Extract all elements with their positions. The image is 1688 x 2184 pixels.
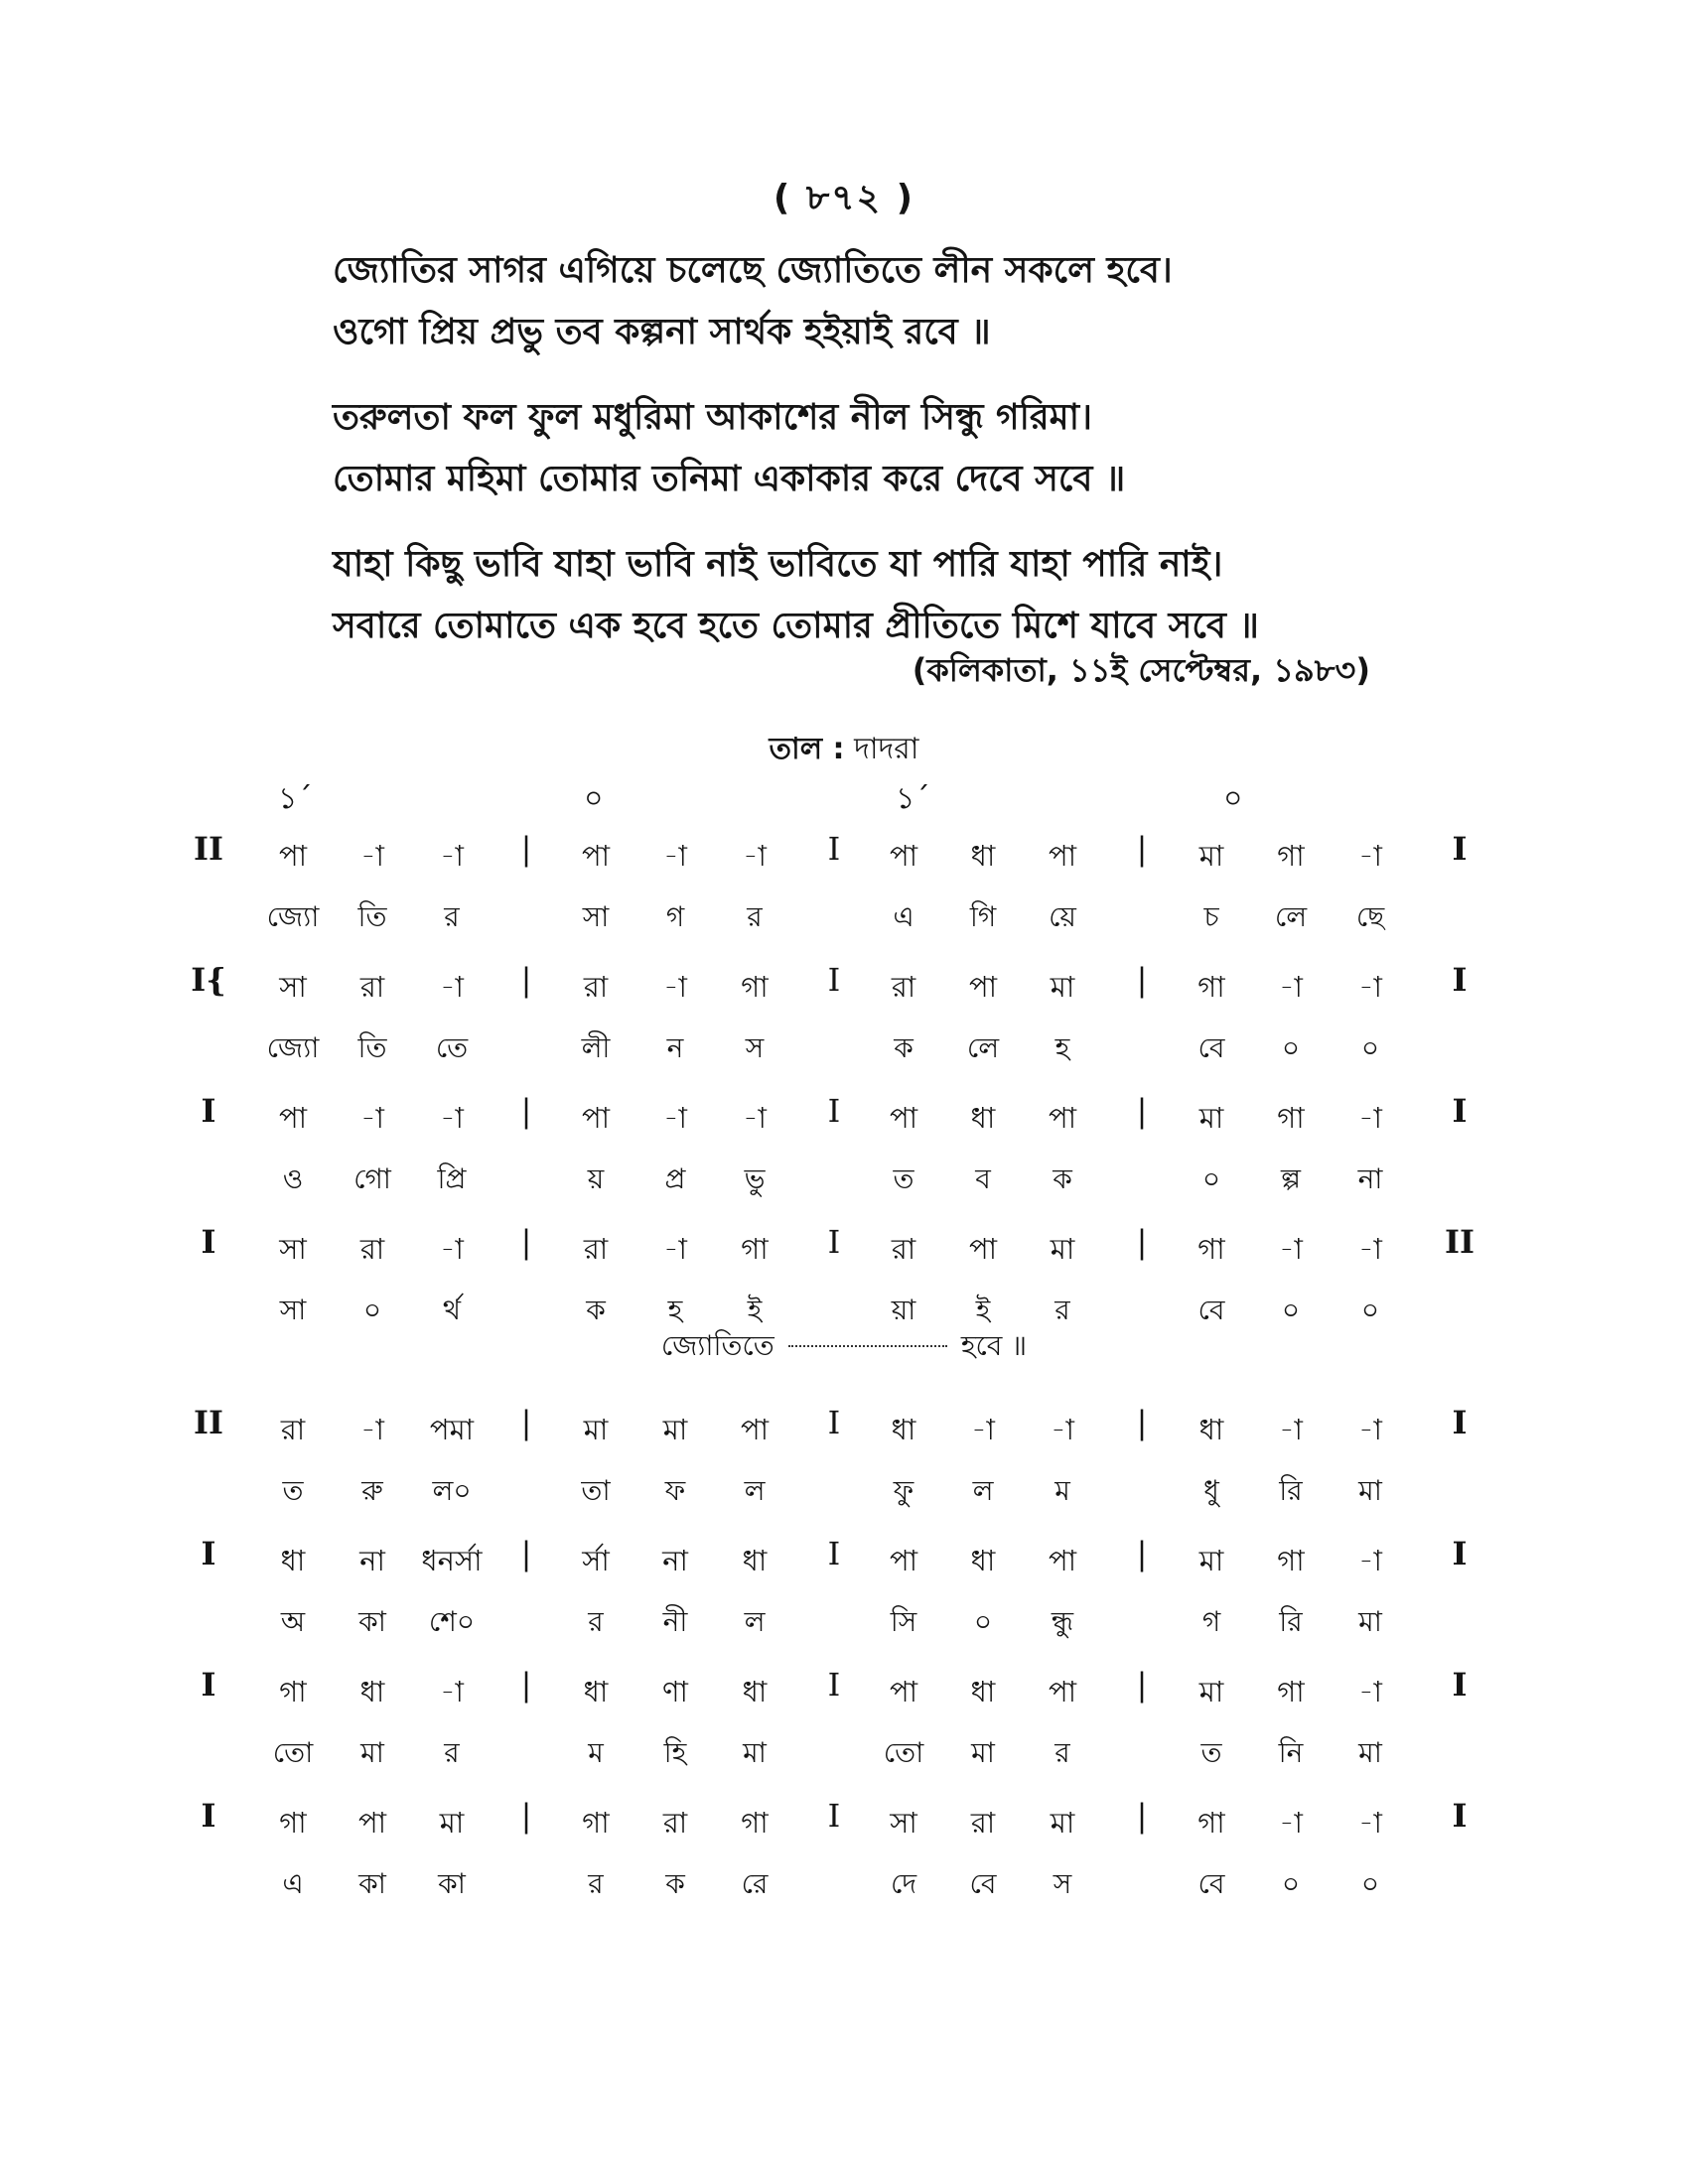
lyric-syllable: ০ — [1201, 1162, 1221, 1195]
swara-note: পা — [581, 1101, 611, 1135]
bar-divider: | — [520, 1797, 532, 1835]
refrain-end: হবে ॥ — [960, 1329, 1028, 1362]
swara-note: গা — [279, 1675, 307, 1708]
lyric-syllable: ত — [1200, 1736, 1222, 1769]
verse-line: তোমার মহিমা তোমার তনিমা একাকার করে দেবে সবে ॥ — [333, 459, 1126, 499]
swara-note: -া — [440, 1675, 464, 1708]
swara-note: গা — [741, 1806, 769, 1840]
lyric-syllable: মা — [1358, 1474, 1382, 1507]
swara-note: না — [662, 1544, 688, 1577]
lyric-syllable: নি — [1278, 1736, 1304, 1769]
swara-note: রা — [891, 970, 916, 1004]
bar-divider: I — [827, 1797, 841, 1835]
swara-note: ধনর্সা — [421, 1544, 483, 1577]
lyric-syllable: গো — [353, 1162, 391, 1195]
swara-note: পা — [278, 1101, 308, 1135]
swara-note: -া — [360, 1101, 384, 1135]
beat-mark: ১´ — [896, 781, 930, 816]
lyric-syllable: সি — [890, 1605, 917, 1638]
lyric-syllable: হ — [1055, 1031, 1070, 1064]
swara-row — [0, 824, 1688, 884]
lyric-syllable: রু — [361, 1474, 383, 1507]
swara-note: গা — [1277, 839, 1305, 873]
lyric-syllable: এ — [893, 900, 914, 933]
bar-line-close: I — [1452, 1092, 1468, 1130]
lyric-syllable: লী — [581, 1031, 611, 1064]
stanza-3 — [333, 534, 1455, 657]
lyric-syllable: স — [745, 1031, 765, 1064]
bar-line-close: I — [1452, 1404, 1468, 1441]
lyric-row — [0, 1459, 1688, 1519]
bar-line-open: I — [201, 1092, 216, 1130]
lyric-syllable: ক — [894, 1031, 914, 1064]
bar-divider: | — [1136, 830, 1148, 868]
beat-mark: ০ — [584, 781, 604, 816]
swara-note: রা — [662, 1806, 688, 1840]
swara-note: ধা — [970, 1101, 996, 1135]
swara-note: -া — [1279, 1413, 1303, 1446]
bar-divider: | — [520, 1666, 532, 1704]
poem — [333, 240, 1455, 681]
lyric-syllable: রি — [1279, 1605, 1303, 1638]
swara-note: সা — [890, 1806, 917, 1840]
swara-note: মা — [1198, 1675, 1224, 1708]
beat-marks — [0, 774, 1688, 824]
lyric-syllable: র্থ — [442, 1294, 462, 1326]
lyric-row — [0, 1148, 1688, 1207]
lyric-syllable: ল — [972, 1474, 994, 1507]
swara-note: গা — [1277, 1544, 1305, 1577]
swara-note: গা — [741, 970, 769, 1004]
bar-divider: I — [827, 961, 841, 999]
lyric-syllable: ফু — [893, 1474, 914, 1507]
lyric-syllable: ধু — [1203, 1474, 1219, 1507]
swara-note: পা — [1048, 839, 1077, 873]
swara-note: গা — [1197, 970, 1225, 1004]
lyric-syllable: স — [1053, 1867, 1072, 1900]
lyric-syllable: গ — [1201, 1605, 1221, 1638]
lyric-syllable: ত — [893, 1162, 914, 1195]
lyric-row — [0, 1017, 1688, 1076]
swara-note: ধা — [891, 1413, 916, 1446]
swara-note: রা — [359, 1232, 385, 1266]
swara-row — [0, 1791, 1688, 1850]
swara-note: পা — [357, 1806, 387, 1840]
swara-note: -া — [971, 1413, 995, 1446]
verse-line: ওগো প্রিয় প্রভু তব কল্পনা সার্থক হইয়াই রবে ॥ — [333, 312, 991, 352]
swara-note: -া — [360, 1413, 384, 1446]
lyric-syllable: ম — [588, 1736, 604, 1769]
bar-divider: | — [520, 1092, 532, 1130]
lyric-syllable: র — [444, 1736, 460, 1769]
lyric-syllable: ল্প — [1281, 1162, 1301, 1195]
lyric-syllable: ই — [975, 1294, 991, 1326]
swara-note: না — [359, 1544, 385, 1577]
lyric-syllable: প্রি — [437, 1162, 467, 1195]
lyric-syllable: শে০ — [428, 1605, 476, 1638]
lyric-syllable: ছে — [1355, 900, 1385, 933]
swara-note: র্সা — [582, 1544, 610, 1577]
place-date: (কলিকাতা, ১১ই সেপ্টেম্বর, ১৯৮৩) — [912, 651, 1370, 689]
lyric-syllable: প্র — [664, 1162, 686, 1195]
bar-divider: | — [520, 1535, 532, 1572]
lyric-syllable: ব — [975, 1162, 991, 1195]
lyric-syllable: কা — [358, 1867, 386, 1900]
lyric-row — [0, 886, 1688, 945]
bar-line-open: II — [194, 1404, 223, 1441]
verse-line: যাহা কিছু ভাবি যাহা ভাবি নাই ভাবিতে যা পারি যাহা পারি নাই। — [333, 544, 1223, 585]
swara-note: ধা — [583, 1675, 609, 1708]
swara-note: -া — [1358, 1232, 1382, 1266]
lyric-syllable: ত — [282, 1474, 304, 1507]
swara-row — [0, 955, 1688, 1015]
swara-note: পা — [889, 1101, 918, 1135]
swara-note: পা — [278, 839, 308, 873]
swara-note: -া — [440, 970, 464, 1004]
lyric-syllable: ভু — [744, 1162, 766, 1195]
swara-note: ধা — [970, 1544, 996, 1577]
lyric-syllable: র — [1055, 1294, 1070, 1326]
lyric-syllable: ০ — [362, 1294, 382, 1326]
verse-line: তরুলতা ফল ফুল মধুরিমা আকাশের নীল সিন্ধু গরিমা। — [333, 397, 1092, 438]
tala-label: তাল : — [769, 732, 845, 766]
lyric-syllable: কা — [438, 1867, 466, 1900]
lyric-row — [0, 1721, 1688, 1781]
lyric-syllable: বে — [969, 1867, 997, 1900]
lyric-syllable: ফ — [664, 1474, 686, 1507]
swara-note: -া — [1358, 1544, 1382, 1577]
bar-divider: | — [1136, 1535, 1148, 1572]
lyric-syllable: মা — [1358, 1736, 1382, 1769]
lyric-syllable: রে — [741, 1867, 769, 1900]
bar-line-open: I — [201, 1666, 216, 1704]
bar-line-close: I — [1452, 961, 1468, 999]
lyric-syllable: র — [444, 900, 460, 933]
lyric-syllable: ০ — [973, 1605, 993, 1638]
swara-note: পা — [1048, 1101, 1077, 1135]
swara-note: রা — [280, 1413, 306, 1446]
bar-divider: | — [520, 961, 532, 999]
swara-note: -া — [1279, 1232, 1303, 1266]
swara-note: রা — [359, 970, 385, 1004]
lyric-syllable: য়ে — [1049, 900, 1076, 933]
swara-note: মা — [1198, 1544, 1224, 1577]
swara-note: মা — [1050, 970, 1075, 1004]
lyric-row — [0, 1852, 1688, 1912]
swara-note: ধা — [1198, 1413, 1224, 1446]
swara-note: পা — [889, 839, 918, 873]
swara-note: মা — [583, 1413, 609, 1446]
swara-note: পা — [889, 1675, 918, 1708]
bar-line-open: I — [201, 1797, 216, 1835]
swara-note: -া — [1051, 1413, 1074, 1446]
stanza-2 — [333, 387, 1455, 510]
refrain-line — [0, 1324, 1688, 1371]
lyric-syllable: ক — [1053, 1162, 1072, 1195]
bar-divider: | — [1136, 1666, 1148, 1704]
lyric-syllable: ন — [666, 1031, 684, 1064]
swara-note: -া — [1358, 1101, 1382, 1135]
lyric-syllable: অ — [280, 1605, 306, 1638]
swara-note: ধা — [280, 1544, 306, 1577]
bar-line-open: I — [201, 1535, 216, 1572]
lyric-syllable: ০ — [1360, 1031, 1380, 1064]
swara-note: ধা — [970, 839, 996, 873]
swara-row — [0, 1086, 1688, 1146]
tala-heading — [0, 725, 1688, 775]
lyric-syllable: ল — [744, 1605, 766, 1638]
bar-divider: | — [1136, 961, 1148, 999]
lyric-syllable: ০ — [1360, 1294, 1380, 1326]
bar-divider: | — [1136, 1797, 1148, 1835]
lyric-syllable: জ্যো — [266, 900, 320, 933]
lyric-syllable: ম — [1055, 1474, 1070, 1507]
bar-line-open: I — [201, 1223, 216, 1261]
lyric-syllable: তে — [435, 1031, 469, 1064]
lyric-syllable: ল — [744, 1474, 766, 1507]
lyric-syllable: লে — [1274, 900, 1308, 933]
lyric-syllable: না — [1357, 1162, 1383, 1195]
swara-note: -া — [663, 839, 687, 873]
lyric-syllable: ক — [586, 1294, 606, 1326]
bar-divider: | — [1136, 1223, 1148, 1261]
lyric-syllable: মা — [1358, 1605, 1382, 1638]
bar-divider: I — [827, 1666, 841, 1704]
swara-note: সা — [279, 970, 307, 1004]
swara-note: সা — [279, 1232, 307, 1266]
swara-note: -া — [1358, 1413, 1382, 1446]
lyric-syllable: মা — [360, 1736, 384, 1769]
swara-note: -া — [743, 839, 767, 873]
swara-note: মা — [1198, 839, 1224, 873]
swara-note: পা — [1048, 1675, 1077, 1708]
swara-note: -া — [1358, 1675, 1382, 1708]
bar-divider: | — [1136, 1404, 1148, 1441]
lyric-syllable: নী — [662, 1605, 688, 1638]
lyric-syllable: হি — [663, 1736, 687, 1769]
lyric-syllable: তি — [357, 1031, 387, 1064]
lyric-syllable: কা — [358, 1605, 386, 1638]
swara-note: মা — [1050, 1806, 1075, 1840]
swara-note: রা — [970, 1806, 996, 1840]
swara-note: মা — [1198, 1101, 1224, 1135]
bar-divider: | — [520, 1404, 532, 1441]
bar-divider: I — [827, 1404, 841, 1441]
lyric-syllable: তো — [883, 1736, 924, 1769]
lyric-syllable: ক — [665, 1867, 685, 1900]
bar-divider: I — [827, 1092, 841, 1130]
swara-note: ধা — [742, 1544, 768, 1577]
ellipsis-dots — [788, 1345, 947, 1347]
swara-note: গা — [582, 1806, 610, 1840]
lyric-syllable: লে — [966, 1031, 1000, 1064]
lyric-syllable: ০ — [1281, 1867, 1301, 1900]
swara-note: ধা — [970, 1675, 996, 1708]
bar-line-open: I{ — [191, 961, 226, 999]
lyric-syllable: র — [588, 1867, 604, 1900]
swara-row — [0, 1660, 1688, 1719]
swara-note: -া — [1279, 970, 1303, 1004]
swara-note: গা — [1277, 1101, 1305, 1135]
swara-note: -া — [440, 1101, 464, 1135]
lyric-syllable: বে — [1197, 1294, 1225, 1326]
swara-note: গা — [1197, 1232, 1225, 1266]
verse-line: জ্যোতির সাগর এগিয়ে চলেছে জ্যোতিতে লীন সকলে হবে। — [333, 250, 1173, 291]
swara-note: -া — [440, 1232, 464, 1266]
swara-note: পা — [968, 1232, 998, 1266]
swara-note: -া — [743, 1101, 767, 1135]
swara-note: পমা — [429, 1413, 475, 1446]
lyric-syllable: গি — [969, 900, 997, 933]
lyric-syllable: দে — [890, 1867, 917, 1900]
bar-divider: | — [520, 830, 532, 868]
bar-line-close: II — [1445, 1223, 1475, 1261]
swara-note: রা — [583, 970, 609, 1004]
swara-note: গা — [741, 1232, 769, 1266]
swara-note: -া — [663, 1101, 687, 1135]
swara-note: -া — [1358, 839, 1382, 873]
lyric-syllable: ও — [282, 1162, 304, 1195]
swara-note: পা — [889, 1544, 918, 1577]
lyric-syllable: ০ — [1281, 1294, 1301, 1326]
lyric-syllable: জ্যো — [266, 1031, 320, 1064]
lyric-syllable: র — [588, 1605, 604, 1638]
swara-note: -া — [663, 1232, 687, 1266]
lyric-syllable: গ — [665, 900, 685, 933]
bar-line-close: I — [1452, 830, 1468, 868]
swara-note: পা — [581, 839, 611, 873]
swara-note: -া — [1279, 1806, 1303, 1840]
lyric-syllable: মা — [743, 1736, 767, 1769]
swara-note: মা — [662, 1413, 688, 1446]
swara-note: ধা — [742, 1675, 768, 1708]
lyric-syllable: সা — [279, 1294, 307, 1326]
lyric-syllable: মা — [971, 1736, 995, 1769]
lyric-syllable: র — [747, 900, 763, 933]
swara-note: ণা — [662, 1675, 688, 1708]
bar-divider: I — [827, 1535, 841, 1572]
lyric-syllable: চ — [1203, 900, 1219, 933]
swara-row — [0, 1398, 1688, 1457]
swara-note: গা — [1277, 1675, 1305, 1708]
lyric-syllable: রি — [1279, 1474, 1303, 1507]
bar-line-close: I — [1452, 1666, 1468, 1704]
bar-divider: | — [520, 1223, 532, 1261]
beat-mark: ০ — [1223, 781, 1243, 816]
swara-note: গা — [1197, 1806, 1225, 1840]
swara-note: পা — [740, 1413, 770, 1446]
swara-note: রা — [891, 1232, 916, 1266]
verse-line: সবারে তোমাতে এক হবে হতে তোমার প্রীতিতে মিশে যাবে সবে ॥ — [333, 606, 1259, 646]
swara-note: -া — [1358, 970, 1382, 1004]
swara-note: -া — [1358, 1806, 1382, 1840]
swara-note: পা — [1048, 1544, 1077, 1577]
swara-note: -া — [440, 839, 464, 873]
bar-divider: | — [1136, 1092, 1148, 1130]
lyric-syllable: ই — [747, 1294, 763, 1326]
lyric-syllable: য়া — [891, 1294, 916, 1326]
bar-line-close: I — [1452, 1535, 1468, 1572]
swara-note: -া — [360, 839, 384, 873]
swara-note: রা — [583, 1232, 609, 1266]
swara-note: ধা — [359, 1675, 385, 1708]
lyric-syllable: ০ — [1360, 1867, 1380, 1900]
swara-note: মা — [1050, 1232, 1075, 1266]
beat-mark: ১´ — [278, 781, 313, 816]
swara-row — [0, 1529, 1688, 1588]
lyric-syllable: বে — [1197, 1031, 1225, 1064]
bar-divider: I — [827, 1223, 841, 1261]
bar-divider: I — [827, 830, 841, 868]
lyric-syllable: সা — [582, 900, 610, 933]
tala-name: দাদরা — [854, 732, 919, 766]
page-number: ( ৮৭২ ) — [773, 178, 915, 218]
lyric-syllable: হ — [667, 1294, 683, 1326]
lyric-syllable: ০ — [1281, 1031, 1301, 1064]
lyric-syllable: তি — [357, 900, 387, 933]
swara-row — [0, 1217, 1688, 1277]
swara-note: গা — [279, 1806, 307, 1840]
lyric-syllable: তো — [272, 1736, 314, 1769]
lyric-syllable: ন্ধু — [1051, 1605, 1074, 1638]
lyric-syllable: বে — [1197, 1867, 1225, 1900]
lyric-syllable: এ — [282, 1867, 304, 1900]
swara-note: -া — [663, 970, 687, 1004]
swara-note: পা — [968, 970, 998, 1004]
lyric-row — [0, 1590, 1688, 1650]
refrain-start: জ্যোতিতে — [660, 1329, 774, 1362]
bar-line-open: II — [194, 830, 223, 868]
stanza-1 — [333, 240, 1455, 363]
swara-note: মা — [439, 1806, 465, 1840]
lyric-syllable: র — [1055, 1736, 1070, 1769]
lyric-syllable: ল০ — [432, 1474, 472, 1507]
lyric-syllable: তা — [581, 1474, 611, 1507]
bar-line-close: I — [1452, 1797, 1468, 1835]
lyric-syllable: য় — [587, 1162, 605, 1195]
